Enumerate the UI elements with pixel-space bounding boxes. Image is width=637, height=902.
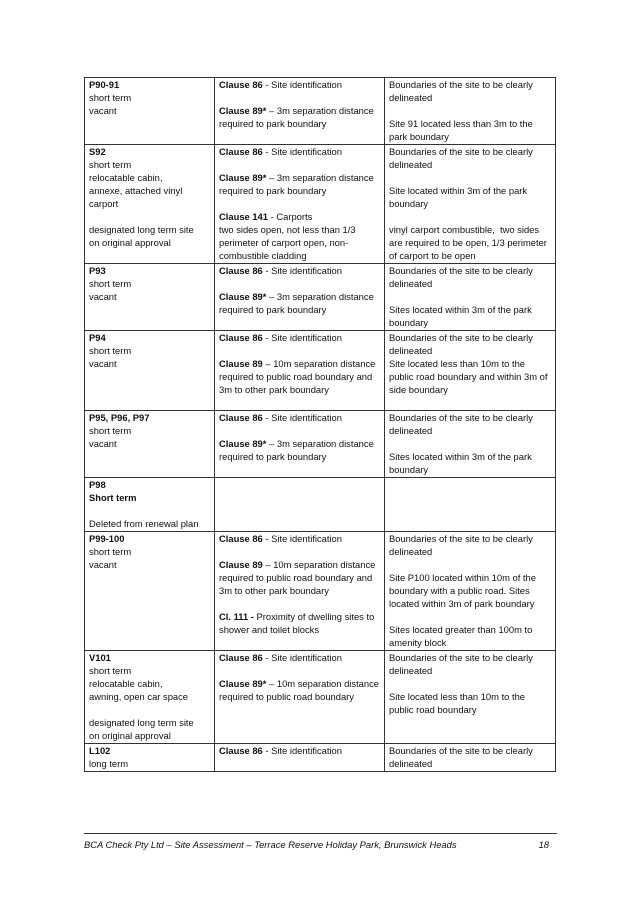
clause-text bbox=[219, 331, 380, 344]
site-detail: vacant bbox=[89, 291, 117, 302]
spacer bbox=[389, 437, 551, 450]
site-detail: relocatable cabin, bbox=[89, 678, 163, 689]
spacer bbox=[389, 290, 551, 303]
spacer bbox=[389, 677, 551, 690]
clause-text bbox=[219, 210, 380, 223]
clause-ref: Clause 86 bbox=[219, 332, 263, 343]
clause-cell bbox=[215, 744, 385, 772]
site-id: V101 bbox=[89, 652, 111, 663]
clause-text bbox=[219, 411, 380, 424]
table-row bbox=[85, 744, 556, 772]
clause-text bbox=[219, 744, 380, 757]
clause-ref: Clause 89* bbox=[219, 172, 267, 183]
finding-text: Site P100 located within 10m of the boundary with a public road. Sites located within 3m of park boundary bbox=[389, 572, 539, 609]
site-detail: short term bbox=[89, 278, 132, 289]
spacer bbox=[389, 558, 551, 571]
finding-text: Site located less than 10m to the public road boundary bbox=[389, 691, 528, 715]
clause-text bbox=[219, 558, 380, 597]
clause-ref: Cl. 111 - bbox=[219, 611, 254, 622]
site-detail: short term bbox=[89, 425, 132, 436]
finding-text: Boundaries of the site to be clearly delineated bbox=[389, 79, 536, 103]
clause-text bbox=[219, 145, 380, 158]
site-cell bbox=[85, 651, 215, 744]
finding-text: Site 91 located less than 3m to the park boundary bbox=[389, 118, 536, 142]
spacer bbox=[219, 158, 380, 171]
table-row bbox=[85, 331, 556, 411]
spacer bbox=[219, 545, 380, 558]
clause-text bbox=[219, 78, 380, 91]
clause-ref: Clause 89* bbox=[219, 105, 267, 116]
clause-text bbox=[219, 104, 380, 130]
table-row bbox=[85, 411, 556, 478]
site-cell bbox=[85, 264, 215, 331]
clause-description: - Site identification bbox=[262, 79, 342, 90]
clause-text bbox=[219, 223, 380, 262]
finding-text: Boundaries of the site to be clearly delineated bbox=[389, 652, 536, 676]
clause-cell bbox=[215, 78, 385, 145]
site-detail: on original approval bbox=[89, 237, 171, 248]
finding-text: Site located less than 10m to the public road boundary and within 3m of side boundary bbox=[389, 358, 551, 395]
finding-cell bbox=[385, 478, 556, 532]
table-row bbox=[85, 478, 556, 532]
site-id: L102 bbox=[89, 745, 111, 756]
page-number: 18 bbox=[538, 839, 549, 850]
clause-ref: Clause 86 bbox=[219, 79, 263, 90]
spacer bbox=[219, 91, 380, 104]
clause-description: - Site identification bbox=[262, 412, 342, 423]
clause-ref: Clause 86 bbox=[219, 533, 263, 544]
site-assessment-table-body bbox=[85, 78, 556, 772]
clause-text bbox=[219, 610, 380, 636]
finding-text: Boundaries of the site to be clearly delineated bbox=[389, 146, 536, 170]
site-detail: short term bbox=[89, 159, 132, 170]
page-footer bbox=[84, 833, 557, 850]
site-detail: short term bbox=[89, 546, 132, 557]
site-cell bbox=[85, 145, 215, 264]
site-detail: vacant bbox=[89, 105, 117, 116]
site-detail: Short term bbox=[89, 492, 137, 503]
site-id: P94 bbox=[89, 332, 106, 343]
clause-ref: Clause 86 bbox=[219, 652, 263, 663]
table-row bbox=[85, 651, 556, 744]
clause-description: – 3m separation distance required to park boundary bbox=[219, 438, 377, 462]
clause-cell bbox=[215, 264, 385, 331]
finding-text: Boundaries of the site to be clearly delineated bbox=[389, 745, 536, 769]
clause-ref: Clause 89* bbox=[219, 291, 267, 302]
site-detail: on original approval bbox=[89, 730, 171, 741]
clause-cell bbox=[215, 651, 385, 744]
site-detail: vacant bbox=[89, 438, 117, 449]
finding-cell bbox=[385, 145, 556, 264]
clause-text bbox=[219, 290, 380, 316]
site-cell bbox=[85, 78, 215, 145]
clause-text bbox=[219, 437, 380, 463]
spacer bbox=[219, 277, 380, 290]
site-detail bbox=[89, 504, 210, 517]
site-detail: relocatable cabin, bbox=[89, 172, 163, 183]
spacer bbox=[219, 424, 380, 437]
clause-ref: Clause 86 bbox=[219, 146, 263, 157]
spacer bbox=[219, 396, 380, 409]
spacer bbox=[389, 104, 551, 117]
clause-description: - Site identification bbox=[262, 146, 342, 157]
finding-cell bbox=[385, 411, 556, 478]
finding-text: Sites located within 3m of the park boundary bbox=[389, 304, 535, 328]
site-detail: short term bbox=[89, 345, 132, 356]
finding-text: vinyl carport combustible, two sides are required to be open, 1/3 perimeter of carport to be open bbox=[389, 224, 550, 261]
finding-cell bbox=[385, 744, 556, 772]
finding-text: Boundaries of the site to be clearly delineated bbox=[389, 332, 536, 356]
clause-description: - Site identification bbox=[262, 332, 342, 343]
clause-ref: Clause 89 bbox=[219, 559, 263, 570]
spacer bbox=[219, 344, 380, 357]
site-detail: Deleted from renewal plan bbox=[89, 518, 199, 529]
clause-ref: Clause 86 bbox=[219, 412, 263, 423]
clause-cell bbox=[215, 478, 385, 532]
clause-description: – 10m separation distance required to public road boundary and 3m to other park boundary bbox=[219, 358, 378, 395]
site-detail bbox=[89, 210, 210, 223]
finding-text: Boundaries of the site to be clearly delineated bbox=[389, 412, 536, 436]
clause-description: – 3m separation distance required to park boundary bbox=[219, 291, 377, 315]
site-detail: vacant bbox=[89, 559, 117, 570]
clause-ref: Clause 86 bbox=[219, 745, 263, 756]
table-row bbox=[85, 532, 556, 651]
site-id: S92 bbox=[89, 146, 106, 157]
clause-cell bbox=[215, 145, 385, 264]
site-id: P93 bbox=[89, 265, 106, 276]
site-id: P98 bbox=[89, 479, 106, 490]
site-cell bbox=[85, 478, 215, 532]
clause-text bbox=[219, 651, 380, 664]
spacer bbox=[389, 210, 551, 223]
site-detail: awning, open car space bbox=[89, 691, 189, 702]
finding-text: Boundaries of the site to be clearly delineated bbox=[389, 265, 536, 289]
clause-description: - Site identification bbox=[262, 652, 342, 663]
clause-text bbox=[219, 357, 380, 396]
table-row bbox=[85, 78, 556, 145]
finding-cell bbox=[385, 651, 556, 744]
site-id: P90-91 bbox=[89, 79, 120, 90]
site-id: P95, P96, P97 bbox=[89, 412, 150, 423]
finding-cell bbox=[385, 78, 556, 145]
finding-cell bbox=[385, 331, 556, 411]
clause-ref: Clause 89* bbox=[219, 678, 267, 689]
clause-description: – 10m separation distance required to public road boundary bbox=[219, 678, 382, 702]
site-detail: long term bbox=[89, 758, 129, 769]
site-detail: vacant bbox=[89, 358, 117, 369]
site-id: P99-100 bbox=[89, 533, 125, 544]
site-assessment-table bbox=[84, 77, 556, 772]
site-detail: short term bbox=[89, 92, 132, 103]
clause-description: - Site identification bbox=[262, 533, 342, 544]
clause-ref: Clause 89 bbox=[219, 358, 263, 369]
finding-text: Sites located greater than 100m to amenity block bbox=[389, 624, 535, 648]
finding-cell bbox=[385, 264, 556, 331]
clause-ref: Clause 89* bbox=[219, 438, 267, 449]
spacer bbox=[219, 597, 380, 610]
site-detail bbox=[89, 703, 210, 716]
clause-cell bbox=[215, 411, 385, 478]
clause-description: - Carports bbox=[268, 211, 313, 222]
finding-text: Boundaries of the site to be clearly delineated bbox=[389, 533, 536, 557]
site-cell bbox=[85, 744, 215, 772]
finding-text: Sites located within 3m of the park boundary bbox=[389, 451, 535, 475]
site-cell bbox=[85, 411, 215, 478]
table-row bbox=[85, 264, 556, 331]
finding-cell bbox=[385, 532, 556, 651]
site-cell bbox=[85, 532, 215, 651]
clause-text bbox=[219, 264, 380, 277]
clause-description: – 3m separation distance required to park boundary bbox=[219, 105, 377, 129]
clause-text bbox=[219, 532, 380, 545]
clause-description: Proximity of dwelling sites to shower and toilet blocks bbox=[219, 611, 377, 635]
clause-description: - Site identification bbox=[262, 745, 342, 756]
clause-ref: Clause 141 bbox=[219, 211, 268, 222]
clause-ref: Clause 86 bbox=[219, 265, 263, 276]
spacer bbox=[219, 197, 380, 210]
site-cell bbox=[85, 331, 215, 411]
clause-description: – 10m separation distance required to public road boundary and 3m to other park boundary bbox=[219, 559, 378, 596]
site-detail: short term bbox=[89, 665, 132, 676]
clause-description: two sides open, not less than 1/3 perimeter of carport open, non-combustible cladding bbox=[219, 224, 359, 261]
site-detail: designated long term site bbox=[89, 717, 194, 728]
clause-description: – 3m separation distance required to park boundary bbox=[219, 172, 377, 196]
clause-cell bbox=[215, 532, 385, 651]
spacer bbox=[389, 171, 551, 184]
site-detail: designated long term site bbox=[89, 224, 194, 235]
footer-text: BCA Check Pty Ltd – Site Assessment – Terrace Reserve Holiday Park, Brunswick Heads bbox=[84, 839, 457, 850]
spacer bbox=[219, 664, 380, 677]
table-row bbox=[85, 145, 556, 264]
site-detail: annexe, attached vinyl bbox=[89, 185, 183, 196]
clause-description: - Site identification bbox=[262, 265, 342, 276]
clause-cell bbox=[215, 331, 385, 411]
spacer bbox=[389, 610, 551, 623]
clause-text bbox=[219, 171, 380, 197]
clause-text bbox=[219, 677, 380, 703]
site-detail: carport bbox=[89, 198, 119, 209]
finding-text: Site located within 3m of the park boundary bbox=[389, 185, 530, 209]
